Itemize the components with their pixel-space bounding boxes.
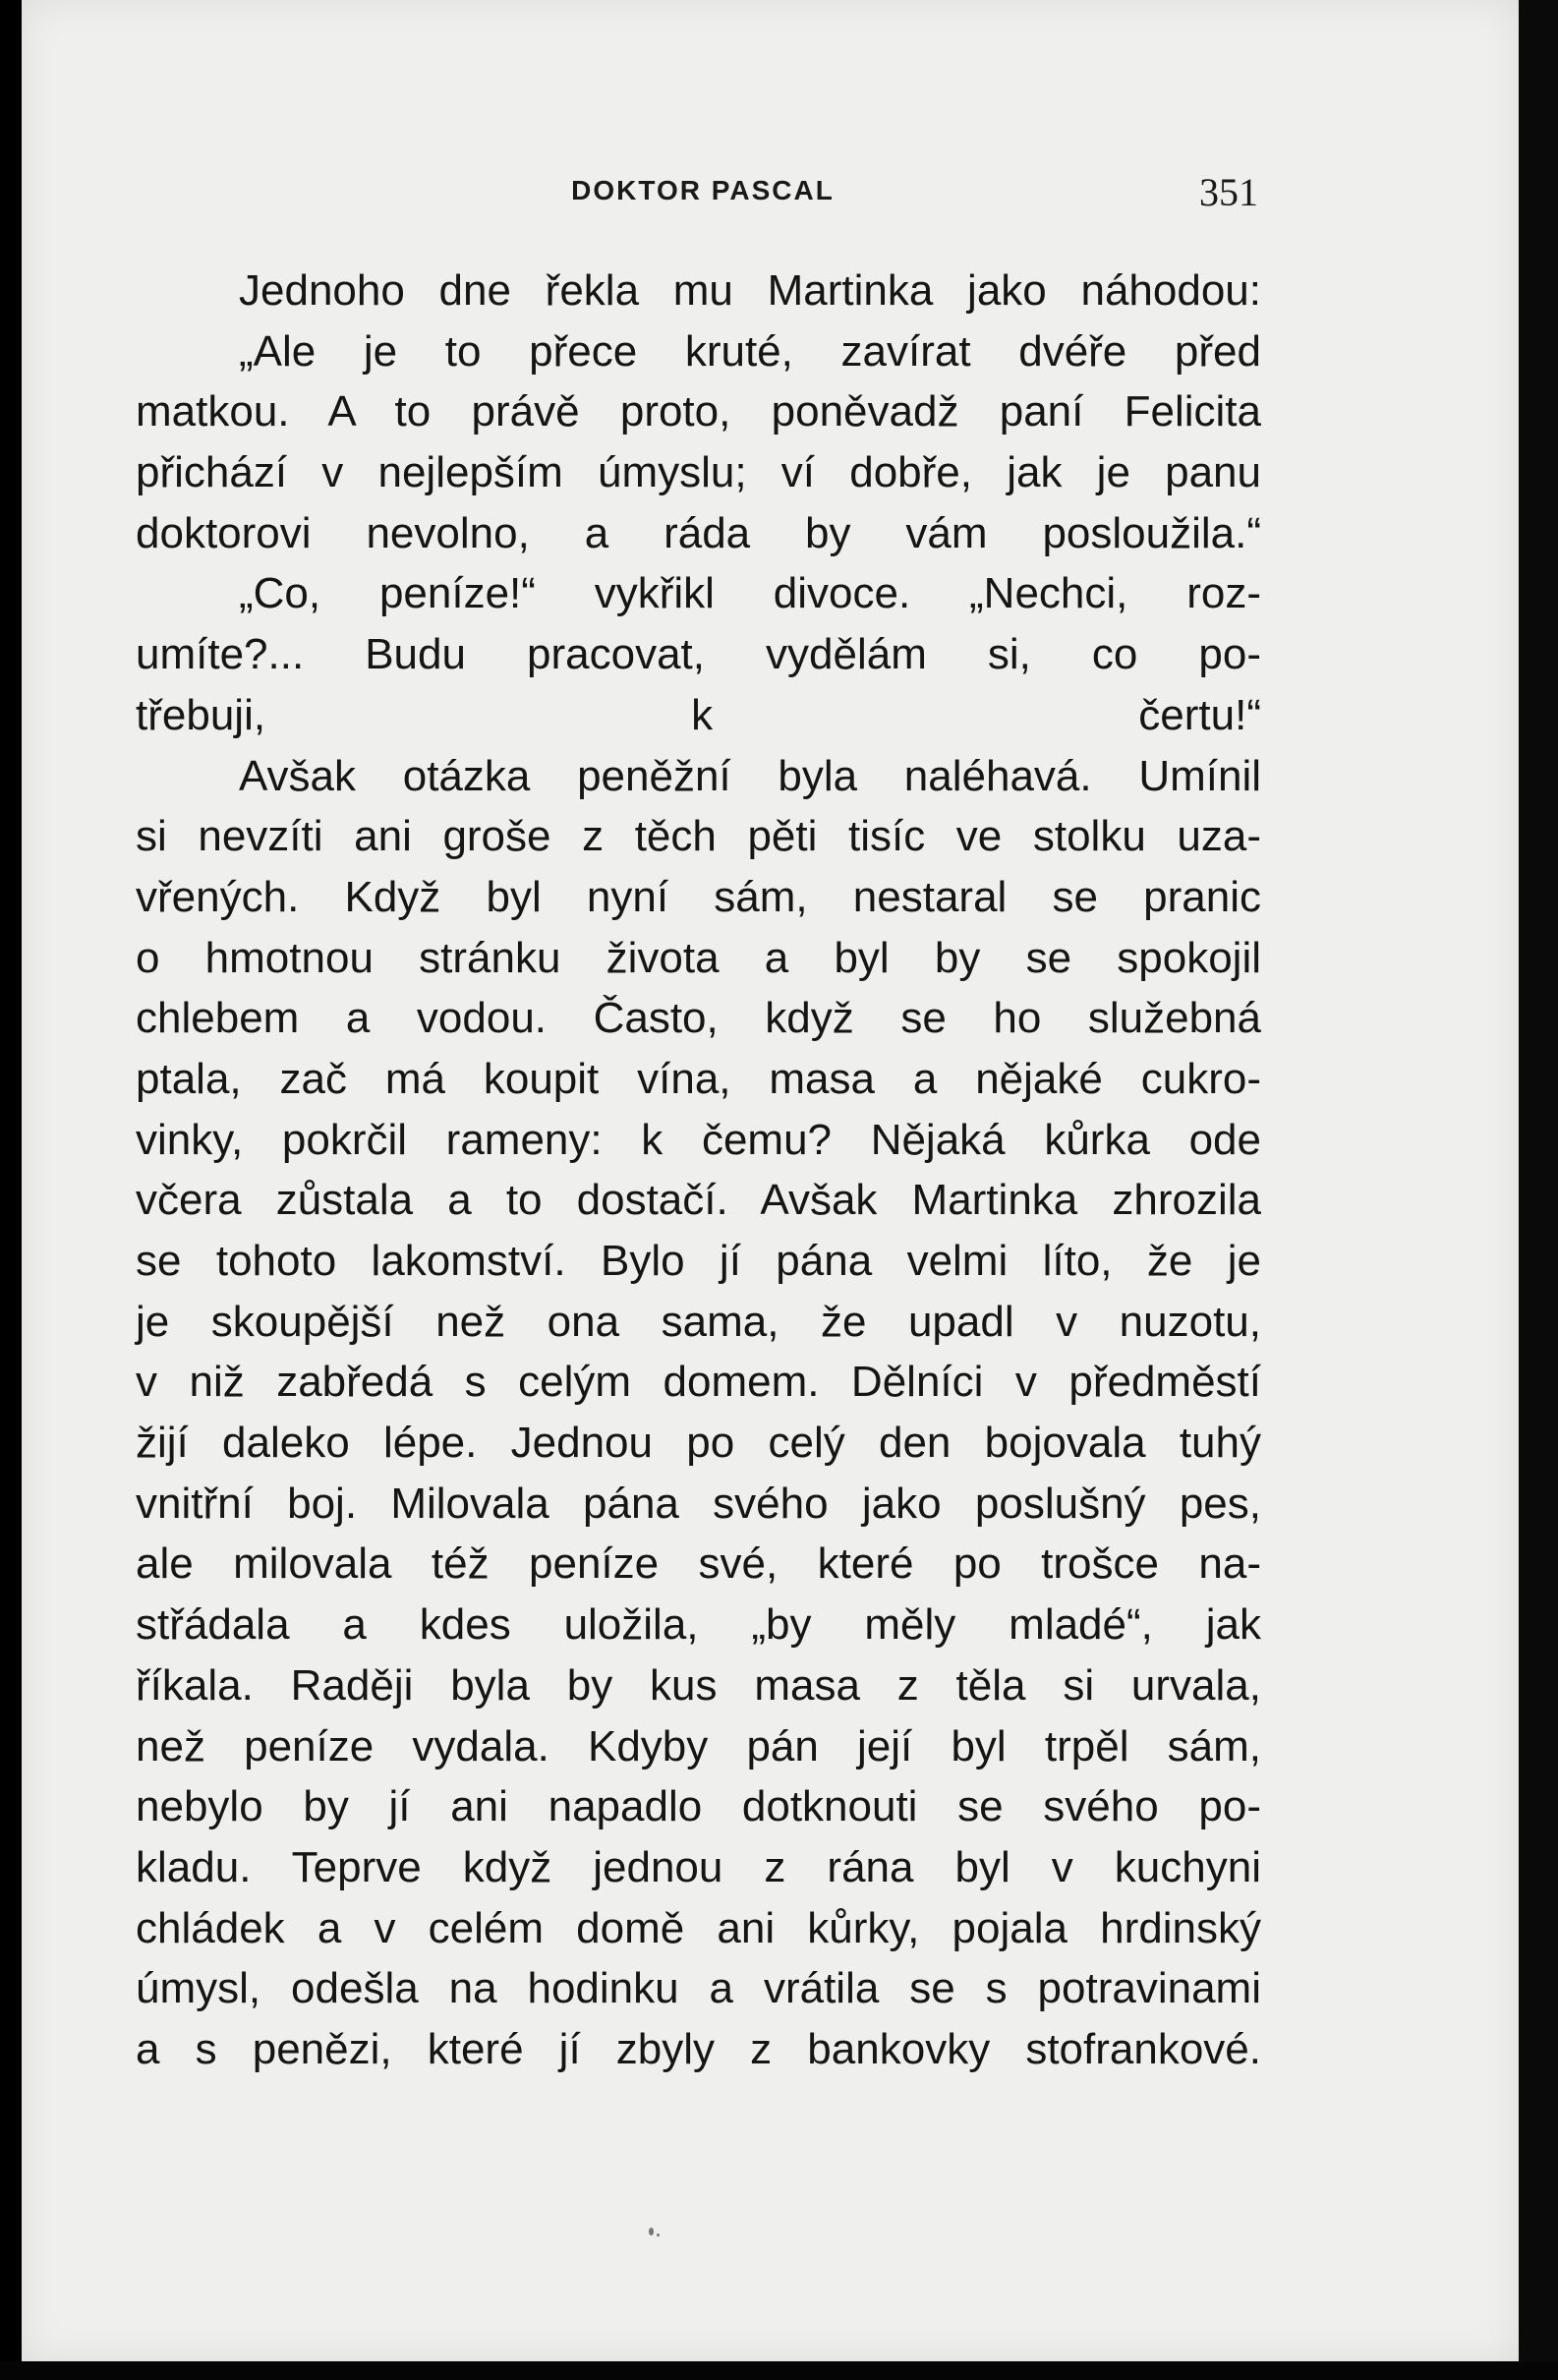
dust-speck [657,2234,660,2236]
text-line: chládek a v celém domě ani kůrky, pojala hrdinský [136,1903,1261,1952]
text-line: chlebem a vodou. Často, když se ho služebná [136,994,1261,1043]
page-number: 351 [1199,170,1258,214]
body-text [136,261,1261,2080]
text-line: v niž zabředá s celým domem. Dělníci v předměstí [136,1358,1261,1407]
scan-border-right [1519,0,1558,2380]
text-line: o hmotnou stránku života a byl by se spokojil [136,933,1261,982]
text-line: přichází v nejlepším úmyslu; ví dobře, jak je panu [136,448,1261,497]
text-line: je skoupější než ona sama, že upadl v nuzotu, [136,1297,1261,1346]
text-line: říkala. Raději byla by kus masa z těla si urvala, [136,1660,1261,1710]
text-line: střádala a kdes uložila, „by měly mladé“, jak [136,1600,1261,1650]
text-line: vnitřní boj. Milovala pána svého jako poslušný pes, [136,1479,1261,1528]
text-line: třebuji, k čertu!“ [136,690,1261,739]
text-line: si nevzíti ani groše z těch pěti tisíc ve stolku uza- [136,812,1261,861]
text-line: matkou. A to právě proto, poněvadž paní Felicita [136,387,1261,436]
text-line: a s penězi, které jí zbyly z bankovky stofrankové. [136,2024,1261,2073]
text-line: než peníze vydala. Kdyby pán její byl trpěl sám, [136,1721,1261,1770]
scan-specks [629,2222,688,2261]
page-header [147,170,1258,214]
text-line: „Co, peníze!“ vykřikl divoce. „Nechci, roz- [239,569,1261,618]
text-line: se tohoto lakomství. Bylo jí pána velmi líto, že je [136,1237,1261,1285]
text-line: ale milovala též peníze své, které po trošce na- [136,1539,1261,1589]
text-line: „Ale je to přece kruté, zavírat dvéře před [239,326,1261,376]
text-line: vinky, pokrčil rameny: k čemu? Nějaká kůrka ode [136,1115,1261,1164]
scan-border-bottom [0,2361,1558,2380]
text-line: doktorovi nevolno, a ráda by vám posloužila.“ [136,508,1261,557]
dust-speck [649,2228,654,2235]
text-line: Jednoho dne řekla mu Martinka jako náhodou: [239,266,1261,315]
text-line: kladu. Teprve když jednou z rána byl v kuchyni [136,1842,1261,1891]
text-line: včera zůstala a to dostačí. Avšak Martinka zhrozila [136,1176,1261,1225]
text-line: vřených. Když byl nyní sám, nestaral se pranic [136,872,1261,921]
text-line: úmysl, odešla na hodinku a vrátila se s potravinami [136,1964,1261,2013]
running-head: DOKTOR PASCAL [571,175,835,205]
text-line: ptala, zač má koupit vína, masa a nějaké cukro- [136,1054,1261,1103]
text-line: Avšak otázka peněžní byla naléhavá. Umínil [239,751,1261,800]
text-line: umíte?... Budu pracovat, vydělám si, co po- [136,630,1261,679]
text-line: nebylo by jí ani napadlo dotknouti se svého po- [136,1782,1261,1831]
text-line: žijí daleko lépe. Jednou po celý den bojovala tuhý [136,1419,1261,1468]
